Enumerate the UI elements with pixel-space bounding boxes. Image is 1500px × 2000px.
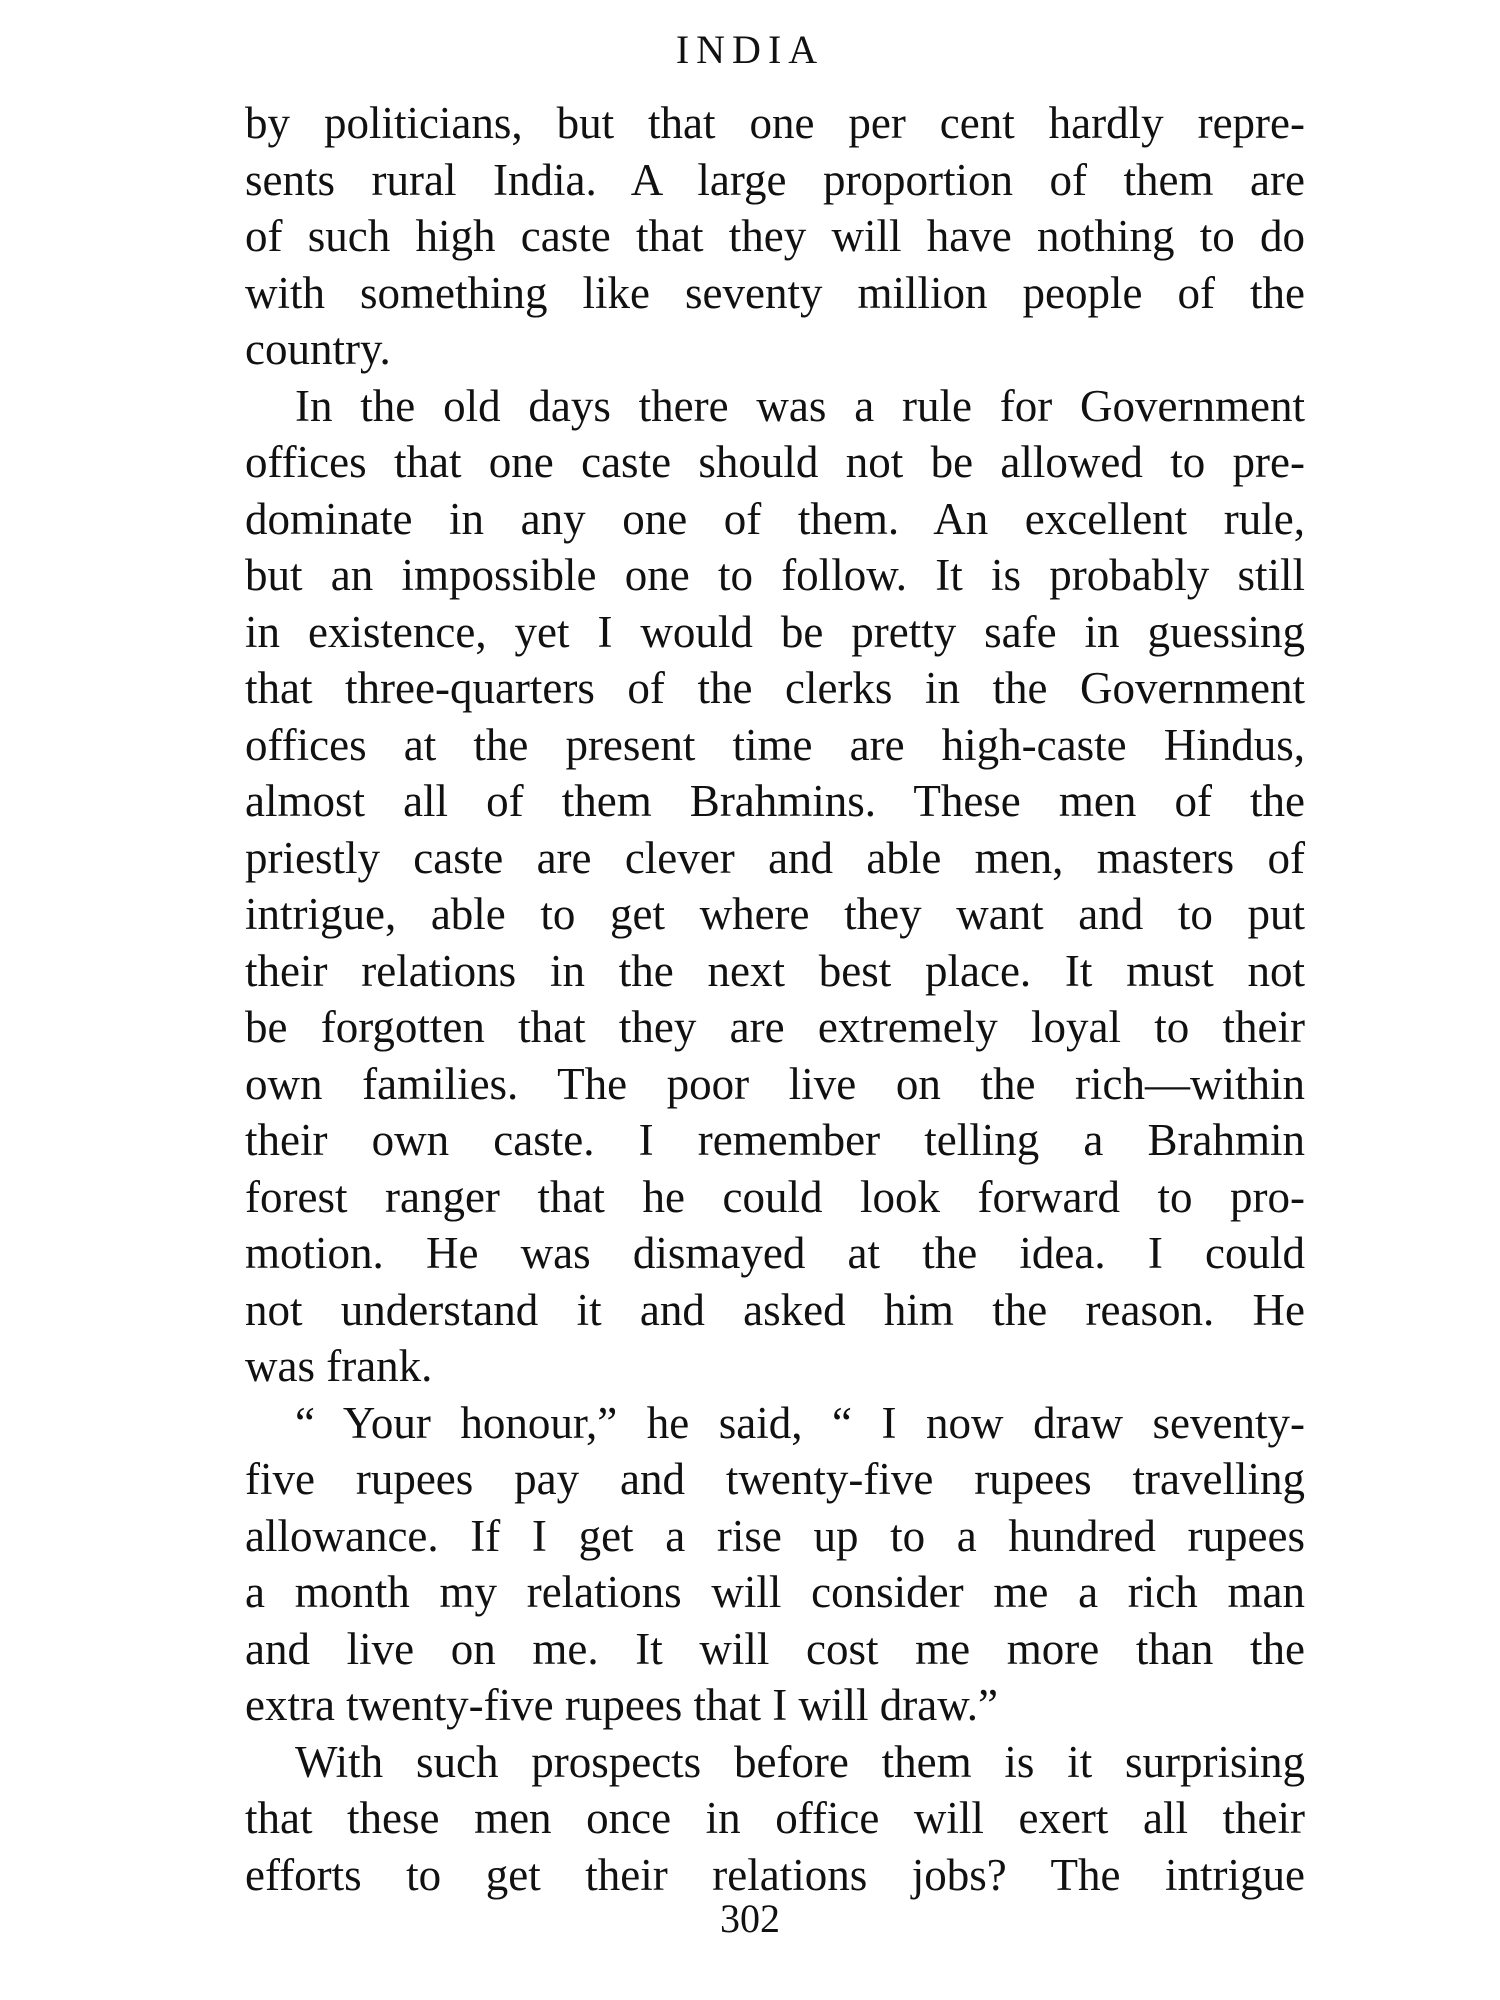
- text-line: efforts to get their relations jobs? The intrigue: [245, 1849, 1305, 1900]
- text-line: their relations in the next best place. It must not: [245, 945, 1305, 996]
- text-line: in existence, yet I would be pretty safe in guessing: [245, 606, 1305, 657]
- text-line: country.: [245, 324, 391, 374]
- text-line: forest ranger that he could look forward to pro-: [245, 1171, 1305, 1222]
- text-line: and live on me. It will cost me more than the: [245, 1623, 1305, 1674]
- text-line: of such high caste that they will have nothing to do: [245, 211, 1305, 261]
- text-line: be forgotten that they are extremely loyal to their: [245, 1002, 1305, 1052]
- running-head: INDIA: [675, 27, 825, 72]
- text-line: by politicians, but that one per cent hardly repre-: [245, 98, 1305, 148]
- text-line: offices at the present time are high-caste Hindus,: [245, 719, 1305, 770]
- text-line: “ Your honour,” he said, “ I now draw seventy-: [295, 1397, 1305, 1448]
- text-line: priestly caste are clever and able men, masters of: [245, 832, 1305, 883]
- text-line: with something like seventy million people of the: [245, 267, 1305, 318]
- text-line: In the old days there was a rule for Government: [295, 380, 1305, 431]
- text-line: was frank.: [245, 1341, 433, 1391]
- text-line: dominate in any one of them. An excellent rule,: [245, 493, 1305, 544]
- text-line: extra twenty-five rupees that I will draw.”: [245, 1680, 999, 1730]
- text-line: sents rural India. A large proportion of them are: [245, 154, 1305, 205]
- text-line: that these men once in office will exert all their: [245, 1793, 1305, 1843]
- text-line: offices that one caste should not be allowed to pre-: [245, 437, 1305, 487]
- page-number: 302: [720, 1896, 780, 1941]
- text-line: With such prospects before them is it surprising: [295, 1736, 1305, 1787]
- text-line: motion. He was dismayed at the idea. I could: [245, 1228, 1305, 1278]
- text-line: their own caste. I remember telling a Brahmin: [245, 1115, 1305, 1165]
- text-line: a month my relations will consider me a rich man: [245, 1567, 1305, 1617]
- text-line: five rupees pay and twenty-five rupees travelling: [245, 1454, 1305, 1504]
- text-line: intrigue, able to get where they want and to put: [245, 889, 1305, 939]
- text-line: but an impossible one to follow. It is probably still: [245, 550, 1305, 600]
- body-text: [245, 95, 1305, 1903]
- text-line: that three-quarters of the clerks in the Government: [245, 663, 1305, 713]
- text-line: not understand it and asked him the reason. He: [245, 1284, 1305, 1335]
- text-line: own families. The poor live on the rich—within: [245, 1058, 1305, 1109]
- text-line: allowance. If I get a rise up to a hundred rupees: [245, 1510, 1305, 1561]
- text-line: almost all of them Brahmins. These men of the: [245, 776, 1305, 826]
